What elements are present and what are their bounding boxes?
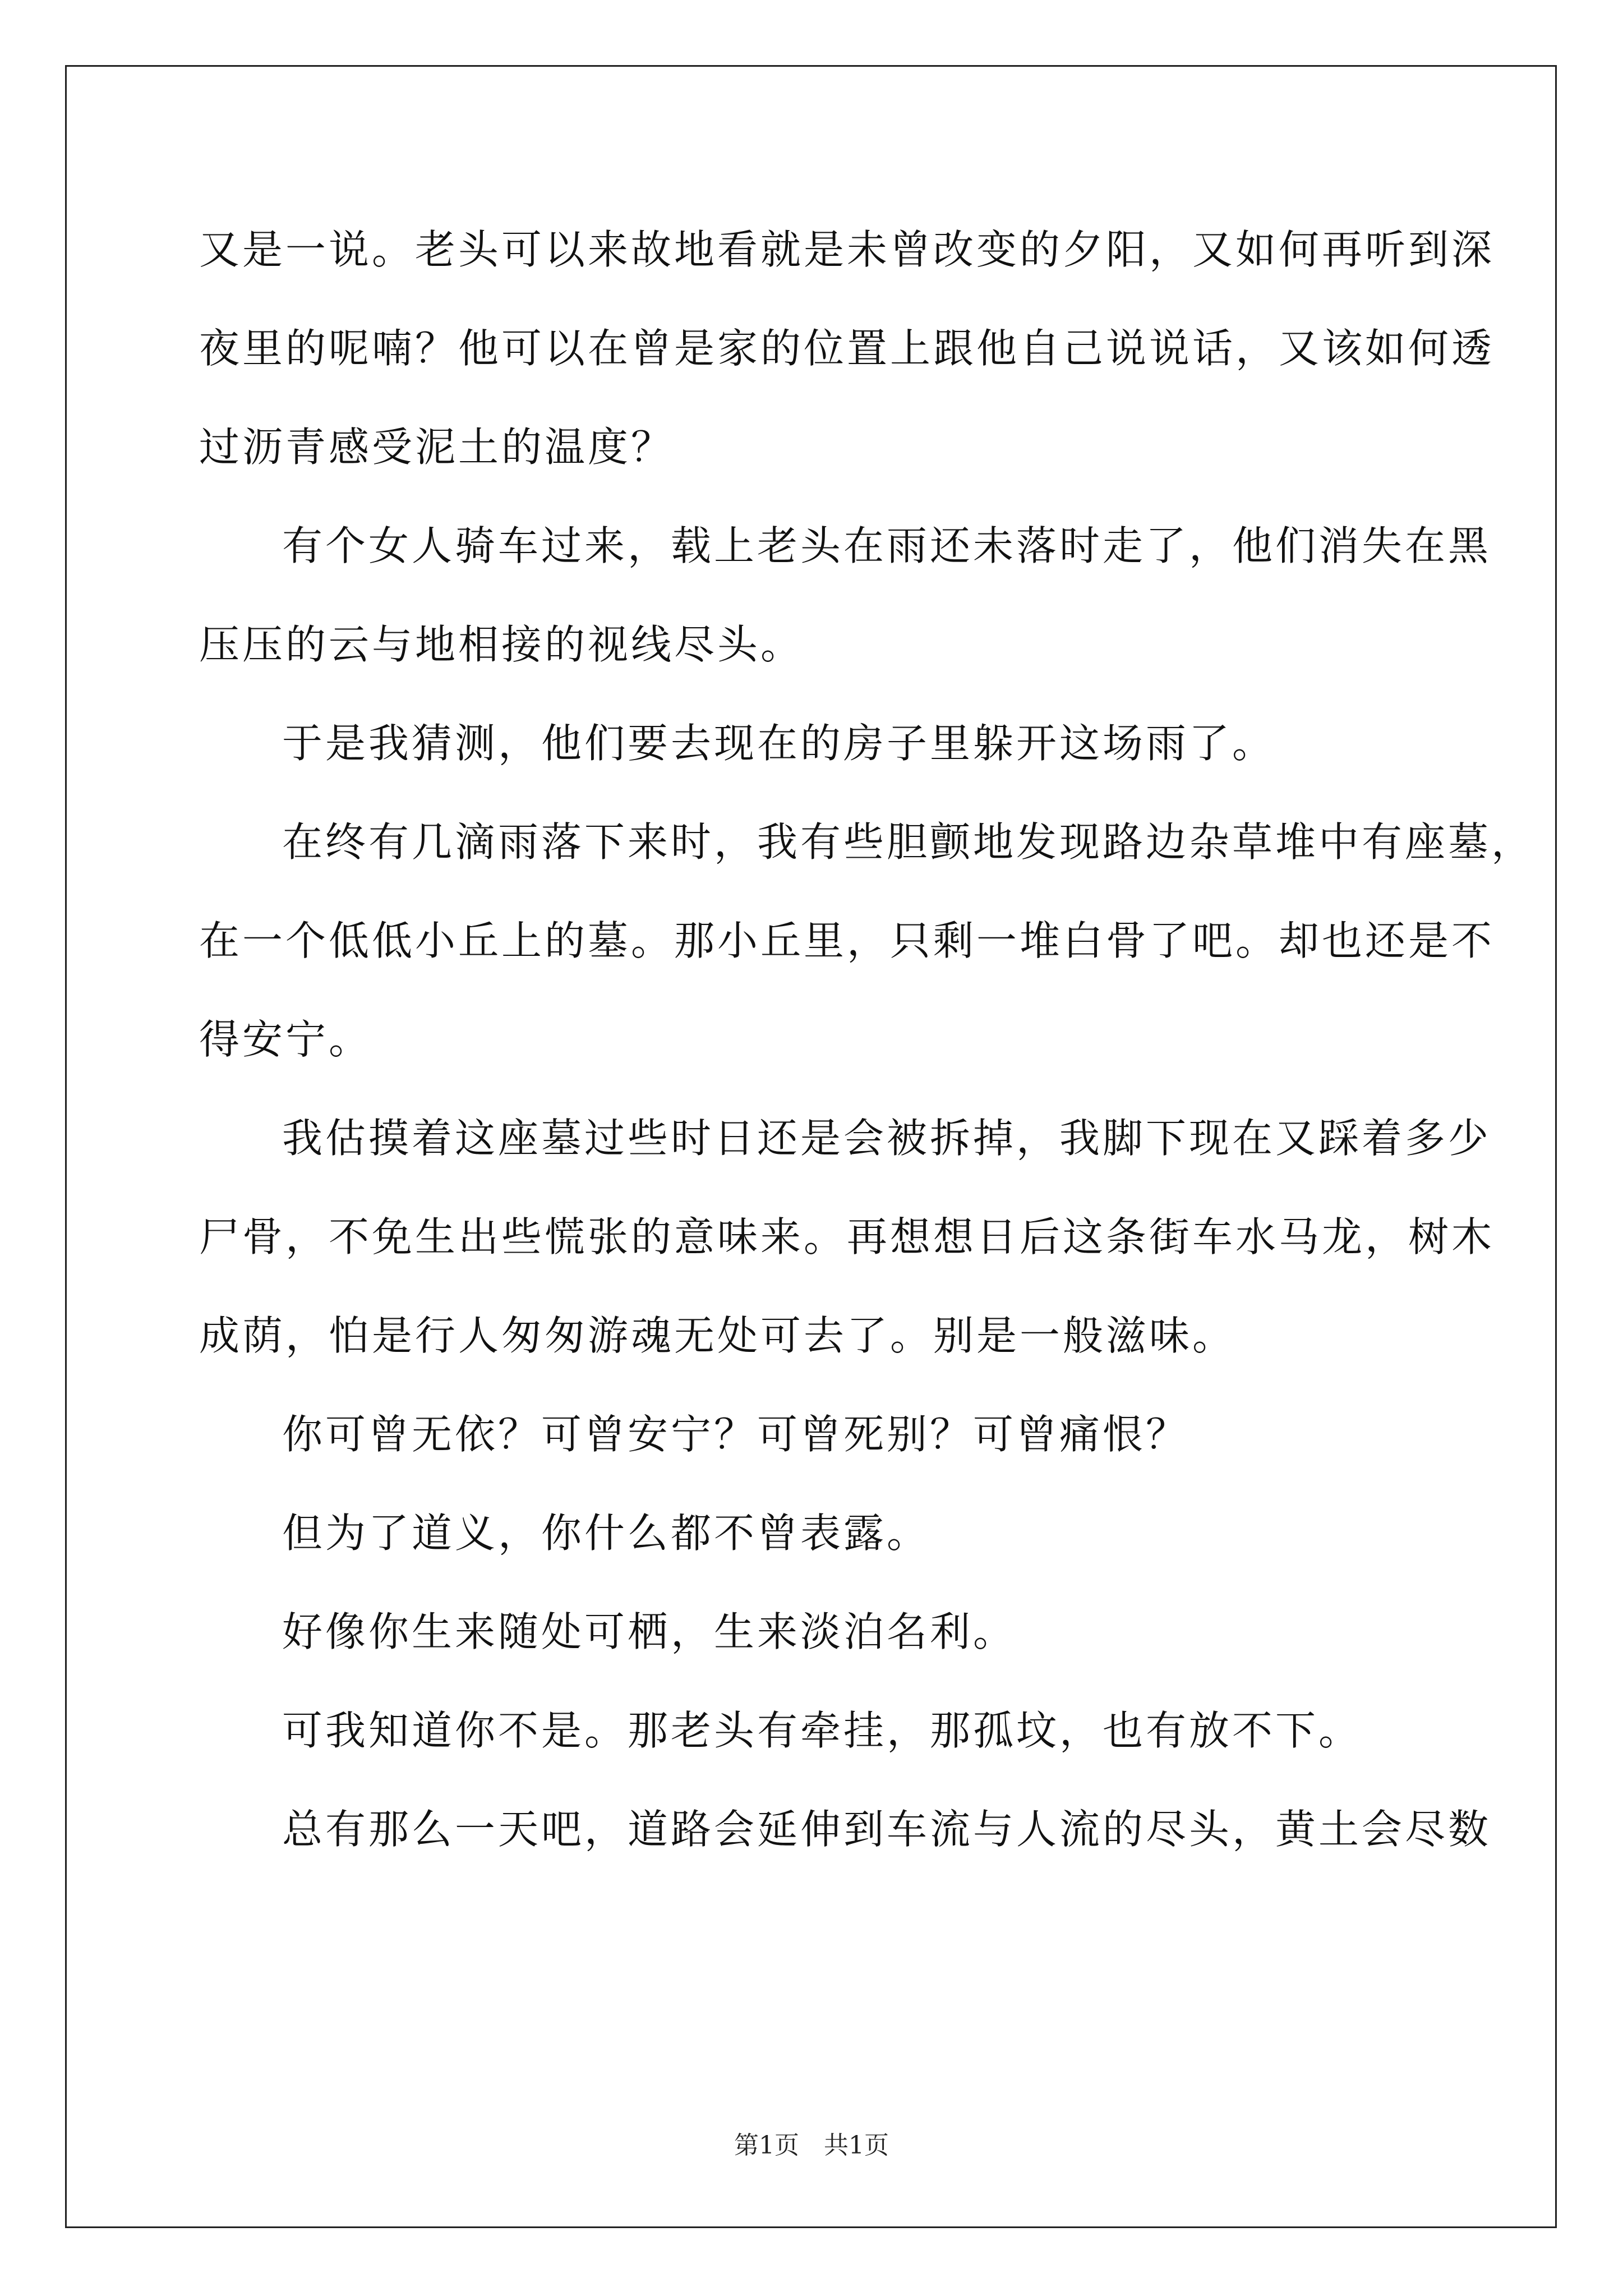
- text-line-11: 尸骨，不免生出些慌张的意味来。再想想日后这条街车水马龙，树木: [199, 1213, 1495, 1260]
- text-line-14: 但为了道义，你什么都不曾表露。: [282, 1510, 930, 1557]
- text-line-3: 过沥青感受泥土的温度？: [199, 424, 675, 471]
- text-line-7: 在终有几滴雨落下来时，我有些胆颤地发现路边杂草堆中有座墓，: [282, 818, 1535, 866]
- text-line-10: 我估摸着这座墓过些时日还是会被拆掉，我脚下现在又踩着多少: [282, 1115, 1492, 1162]
- text-line-17: 总有那么一天吧，道路会延伸到车流与人流的尽头，黄土会尽数: [282, 1806, 1492, 1853]
- text-line-9: 得安宁。: [199, 1016, 372, 1063]
- text-line-8: 在一个低低小丘上的墓。那小丘里，只剩一堆白骨了吧。却也还是不: [199, 917, 1495, 964]
- text-line-13: 你可曾无依？可曾安宁？可曾死别？可曾痛恨？: [282, 1411, 1189, 1458]
- page-footer: 第1页 共1页: [734, 2131, 889, 2160]
- text-line-15: 好像你生来随处可栖，生来淡泊名利。: [282, 1608, 1017, 1655]
- text-line-1: 又是一说。老头可以来故地看就是未曾改变的夕阳，又如何再听到深: [199, 226, 1495, 273]
- text-line-6: 于是我猜测，他们要去现在的房子里躲开这场雨了。: [282, 720, 1276, 767]
- text-line-12: 成荫，怕是行人匆匆游魂无处可去了。别是一般滋味。: [199, 1312, 1236, 1359]
- text-line-16: 可我知道你不是。那老头有牵挂，那孤坟，也有放不下。: [282, 1707, 1362, 1754]
- text-line-5: 压压的云与地相接的视线尽头。: [199, 621, 804, 668]
- text-line-2: 夜里的呢喃？他可以在曾是家的位置上跟他自己说说话，又该如何透: [199, 325, 1495, 372]
- text-line-4: 有个女人骑车过来，载上老头在雨还未落时走了，他们消失在黑: [282, 522, 1492, 569]
